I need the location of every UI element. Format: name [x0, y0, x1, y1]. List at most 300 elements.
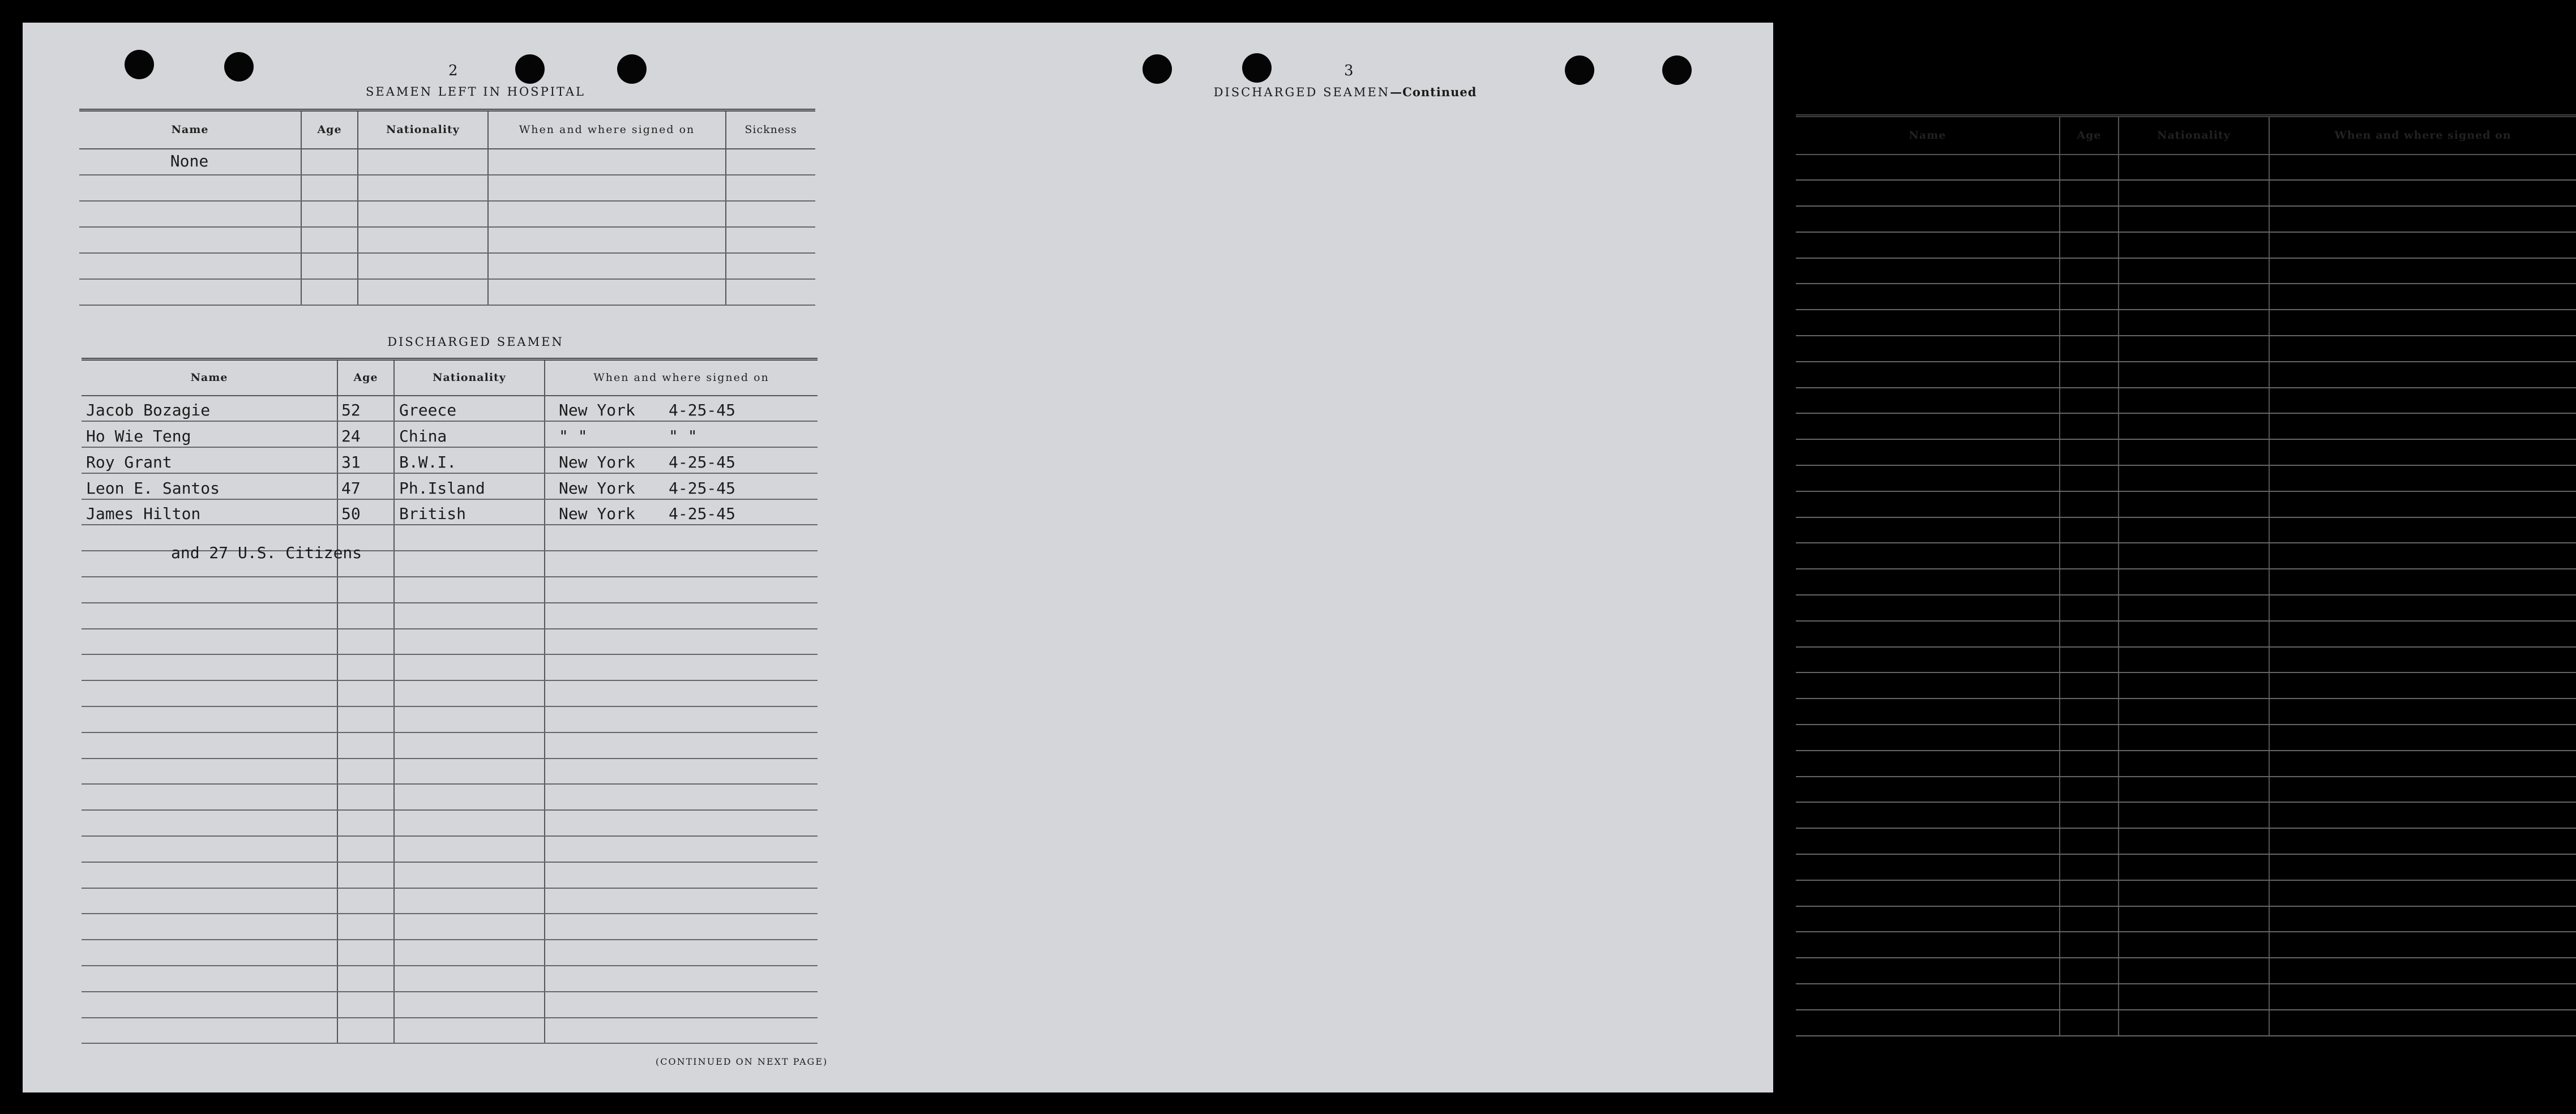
table-cell: [2119, 906, 2269, 932]
nationality-cell: Greece: [394, 396, 545, 422]
continued-title-suffix: —Continued: [1390, 85, 1477, 99]
table-row: [82, 499, 818, 525]
table-cell: [1796, 828, 2060, 854]
signed-on-date: " ": [669, 427, 698, 446]
table-row: [1796, 569, 2576, 595]
table-cell: [1796, 569, 2060, 595]
table-cell: [1796, 958, 2060, 984]
nationality-cell: [394, 629, 545, 655]
signed-on-date: 4-25-45: [669, 504, 736, 524]
name-cell: [82, 784, 337, 810]
table-cell: [2060, 595, 2119, 621]
nationality-cell: [394, 810, 545, 836]
nationality-cell: [394, 784, 545, 810]
nationality-cell: [394, 992, 545, 1018]
table-cell: [2060, 155, 2119, 181]
discharged-table: [82, 358, 818, 1044]
signed-on-cell: [545, 577, 818, 603]
table-cell: [2269, 543, 2576, 569]
table-cell: [2060, 958, 2119, 984]
table-cell: [2269, 595, 2576, 621]
signed-on-cell: [545, 629, 818, 655]
table-cell: [1796, 802, 2060, 828]
table-cell: [2269, 958, 2576, 984]
signed-on-cell: [545, 759, 818, 785]
table-cell: [1796, 206, 2060, 232]
nationality-cell: [394, 940, 545, 966]
column-header-nationality: Nationality: [358, 110, 488, 149]
name-cell: [82, 888, 337, 914]
table-cell: [2269, 388, 2576, 414]
age-cell: [337, 888, 394, 914]
table-cell: [2119, 777, 2269, 803]
discharged-header-row: [82, 359, 818, 396]
continued-title-text: DISCHARGED SEAMEN: [1213, 85, 1390, 99]
nationality-cell: [394, 654, 545, 680]
table-cell: [1796, 465, 2060, 491]
table-cell: [1796, 621, 2060, 647]
table-cell: [2119, 621, 2269, 647]
table-cell: [1796, 880, 2060, 906]
table-cell: [2119, 232, 2269, 258]
table-cell: [2060, 854, 2119, 880]
table-row: [82, 680, 818, 706]
table-cell: [2060, 439, 2119, 465]
table-cell: [2060, 647, 2119, 673]
signed-on-place: New York: [559, 504, 635, 524]
table-cell: [488, 175, 726, 201]
table-cell: [1796, 517, 2060, 543]
table-cell: [2269, 206, 2576, 232]
table-row: [1796, 465, 2576, 491]
table-cell: [2269, 828, 2576, 854]
punch-hole: [224, 52, 254, 82]
table-row: [82, 421, 818, 447]
table-cell: [2060, 569, 2119, 595]
hospital-table: [79, 109, 815, 306]
table-cell: [2119, 465, 2269, 491]
age-cell: [337, 680, 394, 706]
signed-on-cell: [545, 810, 818, 836]
column-header-sickness: Sickness: [726, 110, 815, 149]
table-row: [1796, 336, 2576, 362]
table-cell: [2119, 828, 2269, 854]
table-cell: [2060, 699, 2119, 725]
table-cell: [2060, 543, 2119, 569]
age-cell: [337, 759, 394, 785]
table-cell: [2060, 206, 2119, 232]
nationality-cell: [394, 759, 545, 785]
table-row: [1796, 232, 2576, 258]
page-left: [23, 23, 898, 1092]
table-cell: [2119, 439, 2269, 465]
age-cell: [337, 732, 394, 759]
hospital-name-cell: None: [79, 149, 301, 175]
table-row: [1796, 672, 2576, 699]
signed-on-cell: [545, 396, 818, 422]
signed-on-cell: [545, 888, 818, 914]
table-cell: [2119, 880, 2269, 906]
age-cell: [337, 940, 394, 966]
table-row: [82, 654, 818, 680]
table-row: [82, 862, 818, 888]
column-header-nationality: Nationality: [2119, 116, 2269, 155]
punch-hole: [617, 54, 647, 84]
table-row: [1796, 543, 2576, 569]
table-row: [82, 706, 818, 732]
nationality-cell: [394, 836, 545, 862]
table-cell: [2060, 310, 2119, 336]
table-cell: [726, 279, 815, 305]
column-header-name: Name: [1796, 116, 2060, 155]
table-cell: [2119, 802, 2269, 828]
table-cell: [2060, 751, 2119, 777]
name-cell: [82, 603, 337, 629]
signed-on-cell: [545, 966, 818, 992]
signed-on-cell: [545, 499, 818, 525]
age-cell: [337, 836, 394, 862]
table-row: [1796, 491, 2576, 517]
nationality-cell: [394, 706, 545, 732]
table-cell: [2119, 595, 2269, 621]
signed-on-cell: [545, 940, 818, 966]
table-row: [1796, 828, 2576, 854]
signed-on-cell: [545, 603, 818, 629]
table-cell: [2119, 180, 2269, 206]
table-cell: [2269, 672, 2576, 699]
age-cell: [337, 966, 394, 992]
table-cell: [726, 175, 815, 201]
table-row: [1796, 621, 2576, 647]
table-cell: [2269, 647, 2576, 673]
table-cell: [2060, 621, 2119, 647]
table-row: [1796, 439, 2576, 465]
table-row: [1796, 880, 2576, 906]
nationality-cell: [394, 732, 545, 759]
signed-on-cell: [545, 732, 818, 759]
table-cell: [1796, 362, 2060, 388]
table-cell: [2269, 725, 2576, 751]
signed-on-date: 4-25-45: [669, 452, 736, 472]
table-row: [1796, 155, 2576, 181]
table-cell: [1796, 699, 2060, 725]
table-row: [1796, 906, 2576, 932]
table-cell: [1796, 310, 2060, 336]
table-row: [1796, 206, 2576, 232]
age-cell: [337, 629, 394, 655]
table-row: [82, 603, 818, 629]
signed-on-cell: [545, 706, 818, 732]
punch-hole: [1565, 55, 1594, 85]
table-cell: [2269, 362, 2576, 388]
table-cell: [301, 149, 358, 175]
table-cell: [2119, 310, 2269, 336]
table-cell: [726, 149, 815, 175]
table-cell: [2060, 258, 2119, 284]
table-row: [1796, 310, 2576, 336]
name-cell: [82, 629, 337, 655]
table-cell: [2269, 802, 2576, 828]
table-row: [82, 447, 818, 473]
table-cell: [2119, 725, 2269, 751]
continued-footer: (CONTINUED ON NEXT PAGE): [656, 1056, 828, 1067]
table-cell: [2060, 491, 2119, 517]
table-row: [82, 629, 818, 655]
column-header-name: Name: [82, 359, 337, 396]
name-cell: [82, 654, 337, 680]
table-cell: [2119, 984, 2269, 1010]
age-cell: 24: [337, 421, 394, 447]
age-cell: 31: [337, 447, 394, 473]
table-cell: [2060, 517, 2119, 543]
name-cell: [82, 759, 337, 785]
table-row: [79, 175, 815, 201]
table-cell: [2060, 828, 2119, 854]
table-cell: [1796, 491, 2060, 517]
table-cell: [2119, 672, 2269, 699]
signed-on-place: New York: [559, 478, 635, 498]
table-cell: [2269, 569, 2576, 595]
table-row: [1796, 595, 2576, 621]
table-cell: [2119, 569, 2269, 595]
table-row: [82, 577, 818, 603]
table-row: [1796, 413, 2576, 439]
table-row: [82, 759, 818, 785]
table-row: [1796, 777, 2576, 803]
nationality-cell: [394, 551, 545, 577]
table-cell: [2269, 310, 2576, 336]
table-row: [79, 149, 815, 175]
table-cell: [2269, 854, 2576, 880]
name-cell: [82, 732, 337, 759]
hospital-section-title: SEAMEN LEFT IN HOSPITAL: [366, 85, 585, 98]
signed-on-place: New York: [559, 452, 635, 472]
table-cell: [358, 201, 488, 227]
signed-on-cell: [545, 784, 818, 810]
table-cell: [488, 279, 726, 305]
table-cell: [2269, 336, 2576, 362]
table-cell: [726, 227, 815, 253]
table-cell: [1796, 439, 2060, 465]
table-cell: [1796, 672, 2060, 699]
name-cell: Jacob Bozagie: [82, 396, 337, 422]
signed-on-cell: [545, 836, 818, 862]
table-row: [1796, 517, 2576, 543]
nationality-cell: British: [394, 499, 545, 525]
age-cell: 52: [337, 396, 394, 422]
table-cell: [79, 175, 301, 201]
discharged-section-title: DISCHARGED SEAMEN: [387, 335, 564, 349]
table-cell: [2269, 491, 2576, 517]
table-cell: [1796, 725, 2060, 751]
table-cell: [2269, 777, 2576, 803]
signed-on-date: 4-25-45: [669, 478, 736, 498]
column-header-signed-on: When and where signed on: [2269, 116, 2576, 155]
table-cell: [79, 227, 301, 253]
age-cell: [337, 914, 394, 940]
table-cell: [1796, 777, 2060, 803]
table-cell: [1796, 984, 2060, 1010]
table-cell: [2119, 336, 2269, 362]
document-sheet: [23, 23, 2511, 1092]
table-cell: [2060, 180, 2119, 206]
name-cell: James Hilton: [82, 499, 337, 525]
table-cell: [358, 279, 488, 305]
nationality-cell: Ph.Island: [394, 473, 545, 499]
table-cell: [2060, 777, 2119, 803]
signed-on-cell: [545, 525, 818, 551]
table-cell: [2269, 180, 2576, 206]
table-cell: [79, 279, 301, 305]
table-cell: [2119, 284, 2269, 310]
table-row: [1796, 258, 2576, 284]
nationality-cell: [394, 888, 545, 914]
table-cell: [2119, 413, 2269, 439]
punch-hole: [515, 54, 545, 84]
table-cell: [2269, 621, 2576, 647]
table-cell: [301, 227, 358, 253]
table-cell: [2119, 388, 2269, 414]
hospital-header-row: [79, 110, 815, 149]
table-cell: [1796, 647, 2060, 673]
signed-on-place: " ": [559, 427, 588, 446]
punch-hole: [125, 50, 154, 79]
punch-hole: [1142, 54, 1172, 84]
table-cell: [2060, 388, 2119, 414]
nationality-cell: [394, 577, 545, 603]
name-cell: [82, 706, 337, 732]
name-cell: Ho Wie Teng: [82, 421, 337, 447]
table-cell: [2119, 491, 2269, 517]
table-row: [1796, 180, 2576, 206]
table-cell: [2269, 232, 2576, 258]
table-row: [1796, 388, 2576, 414]
table-row: [82, 888, 818, 914]
name-cell: [82, 680, 337, 706]
table-row: [1796, 751, 2576, 777]
table-row: [1796, 932, 2576, 958]
name-cell: [82, 914, 337, 940]
table-cell: [2269, 1010, 2576, 1036]
page-right: [898, 23, 2511, 1092]
table-cell: [2269, 751, 2576, 777]
table-cell: [1796, 258, 2060, 284]
age-cell: [337, 1018, 394, 1044]
signed-on-cell: [545, 862, 818, 888]
table-cell: [2269, 880, 2576, 906]
table-cell: [2119, 854, 2269, 880]
signed-on-cell: [545, 654, 818, 680]
table-cell: [2119, 647, 2269, 673]
name-cell: [82, 966, 337, 992]
table-cell: [1796, 1010, 2060, 1036]
table-cell: [2269, 439, 2576, 465]
nationality-cell: [394, 914, 545, 940]
nationality-cell: [394, 680, 545, 706]
continued-header-row: [1796, 116, 2576, 155]
name-cell: [82, 1018, 337, 1044]
table-cell: [301, 253, 358, 279]
nationality-cell: [394, 966, 545, 992]
table-cell: [358, 149, 488, 175]
table-cell: [1796, 595, 2060, 621]
table-cell: [1796, 336, 2060, 362]
table-cell: [2119, 517, 2269, 543]
column-header-age: Age: [301, 110, 358, 149]
table-row: [79, 227, 815, 253]
table-row: [1796, 647, 2576, 673]
table-cell: [2269, 699, 2576, 725]
table-row: [82, 992, 818, 1018]
table-row: [79, 253, 815, 279]
column-header-age: Age: [2060, 116, 2119, 155]
table-row: [82, 810, 818, 836]
table-cell: [1796, 543, 2060, 569]
table-cell: [488, 201, 726, 227]
table-cell: [1796, 180, 2060, 206]
table-cell: [79, 253, 301, 279]
table-cell: [488, 227, 726, 253]
age-cell: [337, 577, 394, 603]
signed-on-cell: [545, 680, 818, 706]
age-cell: 50: [337, 499, 394, 525]
table-cell: [2269, 906, 2576, 932]
signed-on-cell: [545, 473, 818, 499]
table-row: [82, 396, 818, 422]
name-cell: [82, 862, 337, 888]
table-cell: [358, 175, 488, 201]
table-cell: [2060, 906, 2119, 932]
table-cell: [2060, 1010, 2119, 1036]
table-cell: [2060, 984, 2119, 1010]
column-header-nationality: Nationality: [394, 359, 545, 396]
table-cell: [2119, 543, 2269, 569]
table-cell: [2269, 284, 2576, 310]
table-cell: [1796, 751, 2060, 777]
nationality-cell: [394, 862, 545, 888]
nationality-cell: China: [394, 421, 545, 447]
punch-hole: [1242, 53, 1272, 83]
age-cell: [337, 706, 394, 732]
citizens-note: and 27 U.S. Citizens: [171, 543, 362, 562]
name-cell: Roy Grant: [82, 447, 337, 473]
table-row: [1796, 854, 2576, 880]
column-header-name: Name: [79, 110, 301, 149]
nationality-cell: [394, 1018, 545, 1044]
table-cell: [2060, 232, 2119, 258]
column-header-signed-on: When and where signed on: [545, 359, 818, 396]
table-cell: [2269, 155, 2576, 181]
table-row: [79, 201, 815, 227]
table-row: [1796, 725, 2576, 751]
nationality-cell: [394, 603, 545, 629]
table-cell: [488, 149, 726, 175]
table-cell: [488, 253, 726, 279]
table-cell: [2060, 880, 2119, 906]
table-cell: [726, 253, 815, 279]
table-cell: [301, 201, 358, 227]
age-cell: [337, 862, 394, 888]
table-row: [1796, 958, 2576, 984]
age-cell: [337, 654, 394, 680]
age-cell: [337, 810, 394, 836]
continued-table: [1796, 114, 2576, 1036]
name-cell: [82, 577, 337, 603]
table-cell: [2119, 206, 2269, 232]
table-row: [1796, 699, 2576, 725]
table-cell: [1796, 155, 2060, 181]
name-cell: [82, 940, 337, 966]
